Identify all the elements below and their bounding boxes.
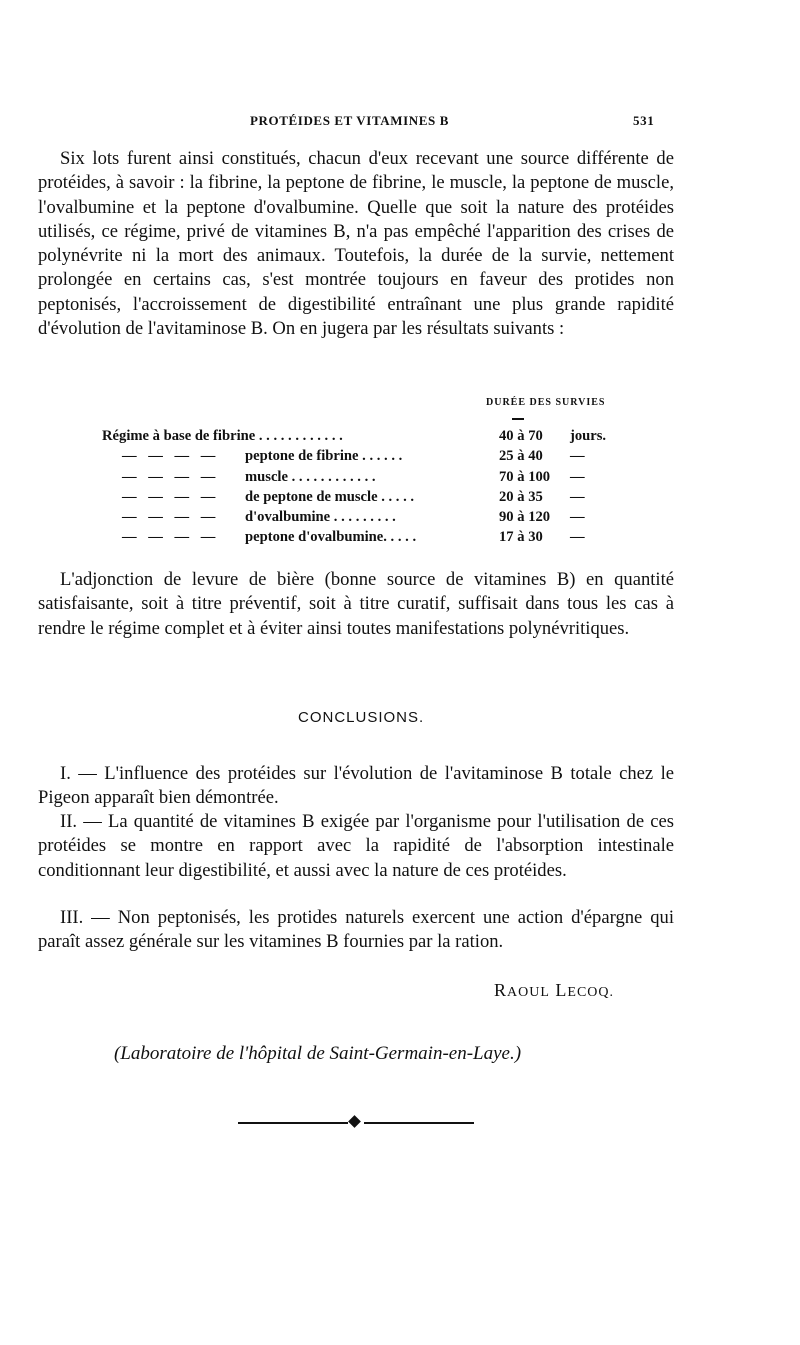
row-unit: — [570,529,585,546]
conclusion-block [38,810,674,883]
signature-initial: R [494,980,508,1000]
row-label: peptone d'ovalbumine. . . . . [245,529,417,546]
ditto-marks: — — — — [122,488,220,505]
row-unit: — [570,509,585,526]
ditto-marks: — — — — [122,468,220,485]
ditto-marks: — — — — [122,529,220,546]
row-label: de peptone de muscle . . . . . [245,488,415,505]
survival-table [40,426,640,548]
author-signature [494,980,614,1001]
running-header [0,113,800,133]
row-range: 17 à 30 [499,529,543,546]
conclusion-block [38,906,674,955]
row-label: peptone de fibrine . . . . . . [245,448,403,465]
conclusion-item: II. — La quantité de vitamines B exigée par l'organisme pour l'utilisation de ces protéides se montre en rapport avec la rapidité de l'absorption intestinale conditionnant leur digestibilité, et aussi avec la nature de ces protéides. [38,811,674,881]
row-range: 20 à 35 [499,488,543,505]
row-label: Régime à base de fibrine . . . . . . . . . . . . [102,428,343,444]
page-number: 531 [633,113,655,128]
signature-rest: ECOQ. [567,985,615,1000]
section-title: CONCLUSIONS. [298,709,425,726]
ditto-marks: — — — — [122,448,220,465]
table-row [40,487,640,507]
table-row [40,527,640,547]
ornament-rule [238,1122,348,1124]
row-label: d'ovalbumine . . . . . . . . . [245,509,396,526]
ditto-marks: — — — — [122,509,220,526]
row-unit: — [570,488,585,505]
row-range: 25 à 40 [499,448,543,465]
table-row [40,426,640,446]
row-range: 70 à 100 [499,468,551,485]
row-range: 40 à 70 [499,428,543,444]
running-title: PROTÉIDES ET VITAMINES B [250,113,449,128]
row-range: 90 à 120 [499,509,551,526]
conclusion-item: I. — L'influence des protéides sur l'évolution de l'avitaminose B totale chez le Pigeon apparaît bien démontrée. [38,763,674,809]
conclusion-block [38,762,674,811]
diamond-icon [348,1115,361,1128]
yeast-paragraph: L'adjonction de levure de bière (bonne source de vitamines B) en quantité satisfaisante, soit à titre préventif, soit à titre curatif, suffisait dans tous les cas à rendre le régime complet et à éviter ainsi toutes manifestations polynévritiques. [38,569,674,639]
table-row [40,507,640,527]
affiliation: (Laboratoire de l'hôpital de Saint-Germain-en-Laye.) [114,1043,522,1064]
row-unit: — [570,468,585,485]
row-unit: — [570,448,585,465]
conclusion-item: III. — Non peptonisés, les protides naturels exercent une action d'épargne qui paraît assez générale sur les vitamines B fournies par la ration. [38,907,674,953]
row-unit: jours. [570,428,607,444]
signature-initial: L [555,980,568,1000]
ornament-rule [364,1122,474,1124]
yeast-paragraph-block [38,568,674,641]
table-row [40,467,640,487]
table-row [40,446,640,466]
table-column-header: DURÉE DES SURVIES [486,397,606,408]
end-ornament [238,1117,478,1129]
intro-paragraph-block [38,147,674,341]
intro-paragraph: Six lots furent ainsi constitués, chacun d'eux recevant une source différente de protéides, à savoir : la fibrine, la peptone de fibrine, le muscle, la peptone de muscle, l'ovalbumine et la peptone d'ovalbumine. Quelle que soit la nature des protéides utilisés, ce régime, privé de vitamines B, n'a pas empêché l'apparition des crises de polynévrite ni la mort des animaux. Toutefois, la durée de la survie, nettement prolongée en certains cas, s'est montrée toujours en faveur des protides non peptonisés, l'accroissement de digestibilité entraînant une plus grande rapidité d'évolution de l'avitaminose B. On en jugera par les résultats suivants : [38,148,674,340]
signature-rest: AOUL [507,985,550,1000]
row-label: muscle . . . . . . . . . . . . [245,468,376,485]
table-header-rule [512,418,524,420]
